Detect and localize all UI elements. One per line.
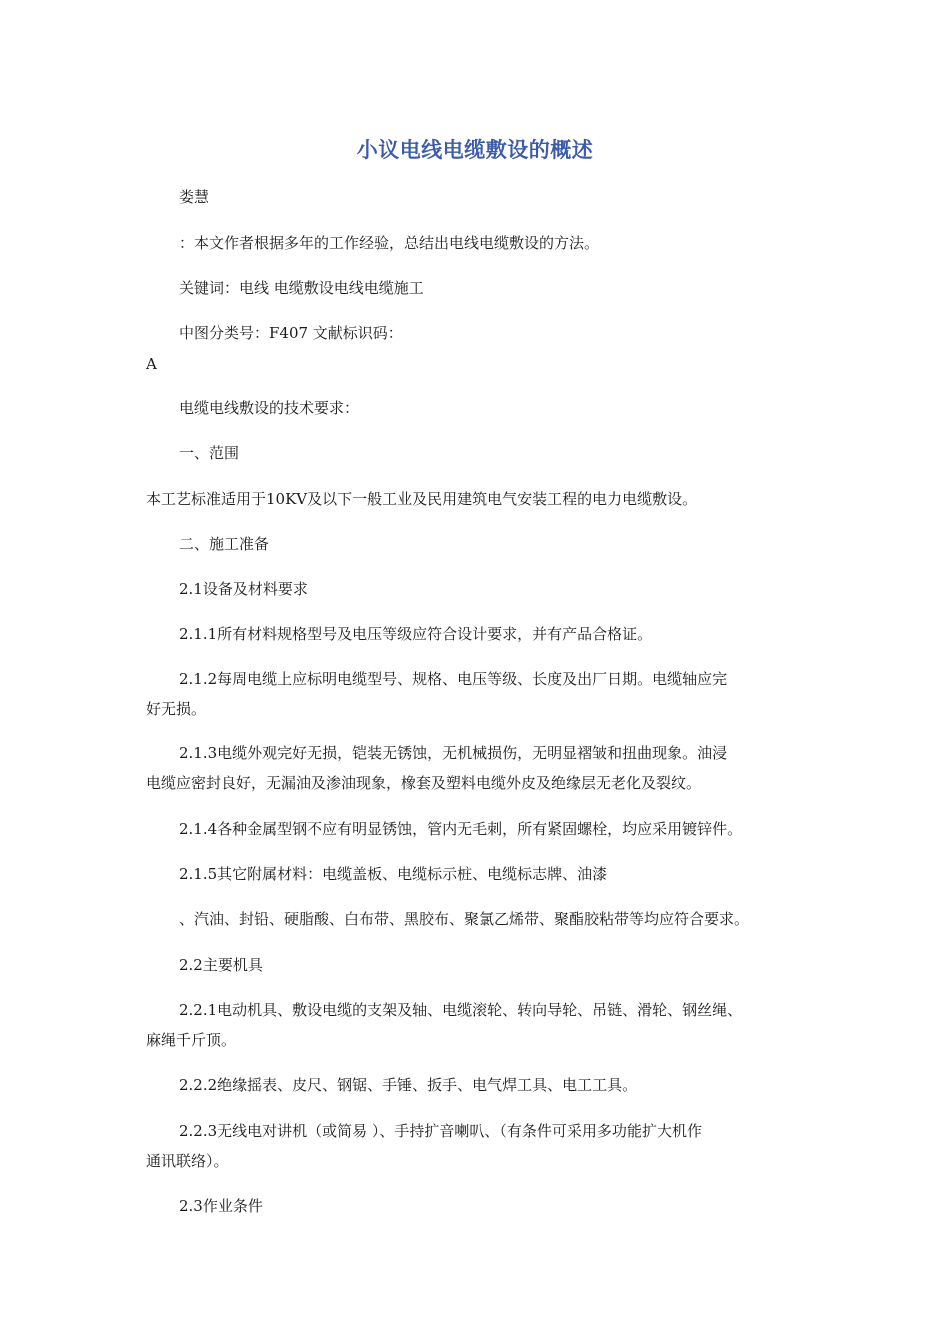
keywords-text: 关键词：电线 电缆敷设电线电缆施工 bbox=[179, 279, 424, 297]
subsection-heading: 2.2主要机具 bbox=[179, 956, 263, 974]
paragraph: 2.1.1所有材料规格型号及电压等级应符合设计要求，并有产品合格证。 bbox=[179, 625, 653, 643]
paragraph: 2.1.2每周电缆上应标明电缆型号、规格、电压等级、长度及出厂日期。电缆轴应完 bbox=[179, 670, 728, 688]
paragraph-continuation: 通讯联络）。 bbox=[146, 1152, 229, 1170]
paragraph-continuation: 麻绳千斤顶。 bbox=[146, 1031, 237, 1049]
paragraph: 2.1.5其它附属材料：电缆盖板、电缆标示桩、电缆标志牌、油漆 bbox=[179, 865, 608, 883]
section-heading: 一、范围 bbox=[179, 444, 240, 462]
paragraph: 2.2.1电动机具、敷设电缆的支架及轴、电缆滚轮、转向导轮、吊链、滑轮、钢丝绳、 bbox=[179, 1001, 743, 1019]
paragraph: 电缆电线敷设的技术要求： bbox=[179, 399, 360, 417]
paragraph: 2.2.3无线电对讲机（或简易 ）、手持扩音喇叭、（有条件可采用多功能扩大机作 bbox=[179, 1122, 702, 1140]
classification-text: 中图分类号：F407 文献标识码： bbox=[179, 324, 403, 342]
paragraph-continuation: 好无损。 bbox=[146, 700, 207, 718]
subsection-heading: 2.3作业条件 bbox=[179, 1197, 263, 1215]
paragraph-continuation: 电缆应密封良好，无漏油及渗油现象，橡套及塑料电缆外皮及绝缘层无老化及裂纹。 bbox=[146, 774, 702, 792]
author-name: 娄慧 bbox=[179, 188, 210, 206]
paragraph: 本工艺标准适用于10KV及以下一般工业及民用建筑电气安装工程的电力电缆敷设。 bbox=[146, 490, 698, 508]
subsection-heading: 2.1设备及材料要求 bbox=[179, 580, 308, 598]
section-heading: 二、施工准备 bbox=[179, 535, 270, 553]
document-title: 小议电线电缆敷设的概述 bbox=[356, 138, 594, 162]
paragraph: 2.1.3电缆外观完好无损，铠装无锈蚀，无机械损伤，无明显褶皱和扭曲现象。油浸 bbox=[179, 744, 728, 762]
paragraph: 2.2.2绝缘摇表、皮尺、钢锯、手锤、扳手、电气焊工具、电工工具。 bbox=[179, 1076, 638, 1094]
abstract-text: ：本文作者根据多年的工作经验，总结出电线电缆敷设的方法。 bbox=[179, 234, 600, 252]
paragraph: 2.1.4各种金属型钢不应有明显锈蚀，管内无毛刺，所有紧固螺栓，均应采用镀锌件。 bbox=[179, 820, 743, 838]
document-code: A bbox=[146, 355, 157, 373]
paragraph: 、汽油、封铅、硬脂酸、白布带、黑胶布、聚氯乙烯带、聚酯胶粘带等均应符合要求。 bbox=[179, 910, 750, 928]
